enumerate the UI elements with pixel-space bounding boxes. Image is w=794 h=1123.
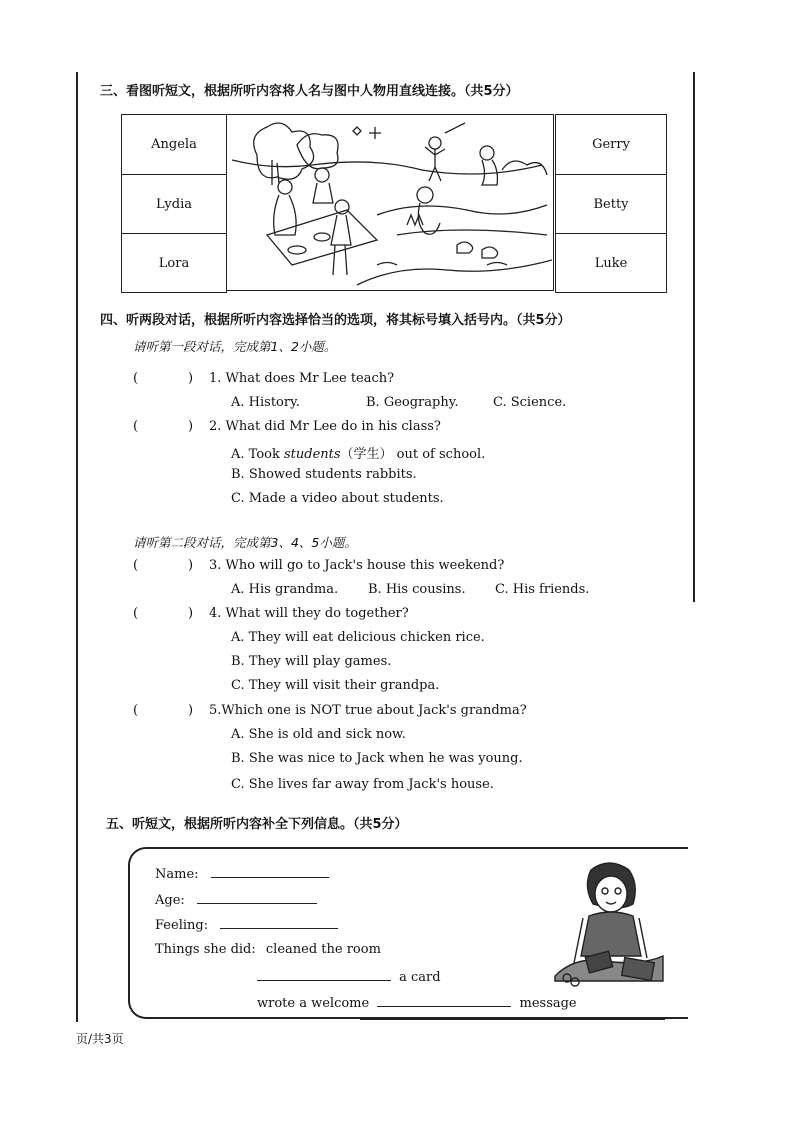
frame-right-border [693, 72, 695, 602]
answer-paren-open: ( [133, 606, 139, 621]
question-text: 3. Who will go to Jack's house this weekend? [209, 558, 505, 573]
q2-option-a-post: （学生） out of school. [340, 447, 486, 462]
q2-option-a [231, 443, 485, 462]
q1-option-b: B. Geography. [366, 395, 459, 410]
page-footer: 页/共3页 [76, 1032, 124, 1046]
age-blank[interactable] [197, 891, 317, 904]
q5-option-a: A. She is old and sick now. [231, 727, 406, 742]
answer-paren-open: ( [133, 558, 139, 573]
q3-option-b: B. His cousins. [368, 582, 466, 597]
things-label: Things she did: [155, 942, 256, 957]
section4-heading: 四、听两段对话，根据所听内容选择恰当的选项，将其标号填入括号内。（共5分） [100, 313, 571, 328]
things-item-1: cleaned the room [265, 942, 381, 957]
question-text: 4. What will they do together? [209, 606, 409, 621]
feeling-blank[interactable] [220, 916, 338, 929]
answer-paren-open: ( [133, 419, 139, 434]
q2-option-c: C. Made a video about students. [231, 491, 444, 506]
section3-heading: 三、看图听短文，根据所听内容将人名与图中人物用直线连接。（共5分） [100, 84, 519, 99]
girl-drawing [553, 858, 665, 990]
picnic-scene-drawing [227, 115, 552, 289]
left-name-lydia: Lydia [121, 174, 227, 234]
answer-paren-open: ( [133, 703, 139, 718]
card-bottom-rule [360, 1018, 665, 1020]
feeling-field [155, 916, 338, 933]
q2-option-a-emphasis: students [283, 447, 341, 462]
question-text: 2. What did Mr Lee do in his class? [209, 419, 441, 434]
things-item-3-post: message [519, 996, 577, 1011]
left-name-lora: Lora [121, 233, 227, 293]
right-name-luke: Luke [555, 233, 667, 293]
dialogue2-instruction: 请听第二段对话，完成第3、4、5小题。 [133, 535, 357, 550]
things-item-3-pre: wrote a welcome [257, 996, 370, 1011]
q5-option-c: C. She lives far away from Jack's house. [231, 777, 494, 792]
things-field [155, 942, 381, 957]
section5-heading: 五、听短文，根据所听内容补全下列信息。（共5分） [106, 817, 408, 832]
question-text: 5.Which one is NOT true about Jack's grandma? [209, 703, 527, 718]
message-blank[interactable] [377, 994, 511, 1007]
card-blank[interactable] [257, 968, 391, 981]
answer-paren-close: ) [188, 558, 194, 573]
q1-option-c: C. Science. [493, 395, 567, 410]
q2-option-a-pre: A. Took [231, 447, 284, 462]
answer-paren-close: ) [188, 703, 194, 718]
q1-option-a: A. History. [231, 395, 300, 410]
age-field [155, 891, 317, 908]
dialogue1-instruction: 请听第一段对话，完成第1、2小题。 [133, 339, 337, 354]
q4-option-a: A. They will eat delicious chicken rice. [231, 630, 485, 645]
frame-left-border [76, 72, 78, 1022]
girl-making-card-illustration [553, 858, 665, 990]
name-field [155, 865, 329, 882]
answer-paren-open: ( [133, 371, 139, 386]
q3-option-c: C. His friends. [495, 582, 590, 597]
question-text: 1. What does Mr Lee teach? [209, 371, 395, 386]
things-item-3-row [257, 994, 577, 1011]
q2-option-b: B. Showed students rabbits. [231, 467, 417, 482]
left-name-angela: Angela [121, 114, 227, 175]
feeling-label: Feeling: [155, 918, 209, 933]
answer-paren-close: ) [188, 606, 194, 621]
q4-option-b: B. They will play games. [231, 654, 392, 669]
things-item-2-row [257, 968, 441, 985]
right-name-gerry: Gerry [555, 114, 667, 175]
q4-option-c: C. They will visit their grandpa. [231, 678, 440, 693]
answer-paren-close: ) [188, 371, 194, 386]
age-label: Age: [155, 893, 185, 908]
things-item-2: a card [399, 970, 441, 985]
right-name-betty: Betty [555, 174, 667, 234]
q5-option-b: B. She was nice to Jack when he was young. [231, 751, 523, 766]
name-label: Name: [155, 867, 199, 882]
name-blank[interactable] [211, 865, 329, 878]
q3-option-a: A. His grandma. [231, 582, 339, 597]
picnic-illustration [226, 114, 554, 291]
answer-paren-close: ) [188, 419, 194, 434]
